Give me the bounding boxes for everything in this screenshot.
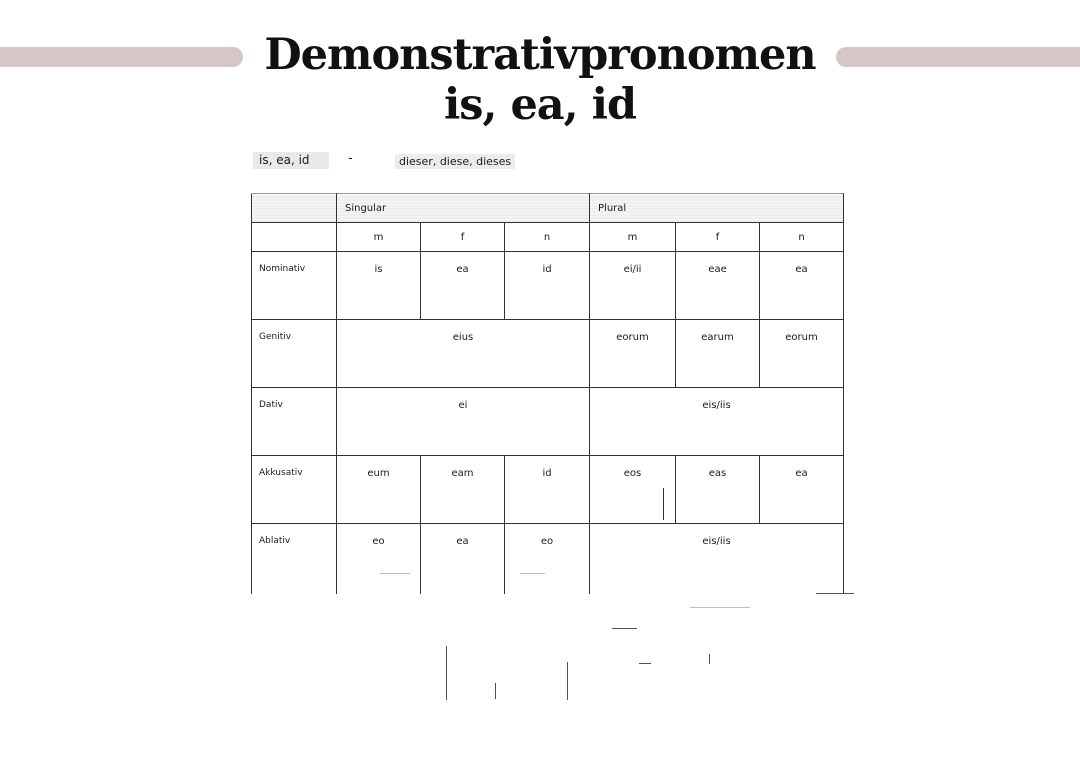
page-title: Demonstrativpronomen is, ea, id — [264, 30, 816, 130]
faint-mark — [567, 662, 568, 700]
gender-corner — [252, 223, 337, 252]
case-label: Dativ — [252, 388, 337, 456]
decorative-bar-right — [836, 47, 1080, 67]
case-label: Genitiv — [252, 320, 337, 388]
row-ablativ — [252, 524, 844, 595]
faint-mark — [380, 573, 410, 574]
row-dativ — [252, 388, 844, 456]
cell-nom-pl-f: eae — [676, 252, 760, 320]
cell-gen-pl-m: eorum — [590, 320, 676, 388]
gender-sg-n: n — [505, 223, 590, 252]
cell-abl-sg-n: eo — [505, 524, 590, 595]
cell-gen-sg: eius — [337, 320, 590, 388]
faint-mark — [690, 607, 750, 608]
intro-term: is, ea, id — [253, 152, 329, 169]
cell-abl-sg-f: ea — [421, 524, 505, 595]
cell-akk-pl-n: ea — [760, 456, 844, 524]
cell-akk-sg-f: eam — [421, 456, 505, 524]
header-plural: Plural — [590, 194, 844, 223]
gender-pl-n: n — [760, 223, 844, 252]
cell-abl-pl: eis/iis — [590, 524, 844, 595]
header-corner — [252, 194, 337, 223]
cell-gen-pl-f: earum — [676, 320, 760, 388]
row-nominativ — [252, 252, 844, 320]
cell-nom-sg-n: id — [505, 252, 590, 320]
faint-mark — [639, 663, 651, 664]
header-singular: Singular — [337, 194, 590, 223]
cell-gen-pl-n: eorum — [760, 320, 844, 388]
cell-dat-pl: eis/iis — [590, 388, 844, 456]
cell-akk-sg-m: eum — [337, 456, 421, 524]
case-label: Ablativ — [252, 524, 337, 595]
row-genitiv — [252, 320, 844, 388]
declension-table — [251, 193, 844, 594]
intro-translation: dieser, diese, dieses — [395, 154, 515, 169]
row-akkusativ — [252, 456, 844, 524]
cell-dat-sg: ei — [337, 388, 590, 456]
gender-sg-m: m — [337, 223, 421, 252]
cell-nom-sg-f: ea — [421, 252, 505, 320]
faint-mark — [446, 646, 447, 700]
case-label: Akkusativ — [252, 456, 337, 524]
faint-mark — [495, 683, 496, 699]
cell-akk-sg-n: id — [505, 456, 590, 524]
cell-abl-sg-m: eo — [337, 524, 421, 595]
ablativ-divider — [663, 488, 664, 520]
faint-mark — [520, 573, 545, 574]
gender-sg-f: f — [421, 223, 505, 252]
faint-mark — [709, 654, 710, 664]
header-row-genders — [252, 223, 844, 252]
faint-mark — [816, 593, 854, 594]
intro-dash: - — [348, 151, 353, 166]
cell-nom-pl-n: ea — [760, 252, 844, 320]
gender-pl-m: m — [590, 223, 676, 252]
cell-nom-pl-m: ei/ii — [590, 252, 676, 320]
gender-pl-f: f — [676, 223, 760, 252]
header-row-numbers — [252, 194, 844, 223]
faint-mark — [612, 628, 637, 629]
cell-akk-pl-m: eos — [590, 456, 676, 524]
cell-nom-sg-m: is — [337, 252, 421, 320]
cell-akk-pl-f: eas — [676, 456, 760, 524]
decorative-bar-left — [0, 47, 243, 67]
case-label: Nominativ — [252, 252, 337, 320]
